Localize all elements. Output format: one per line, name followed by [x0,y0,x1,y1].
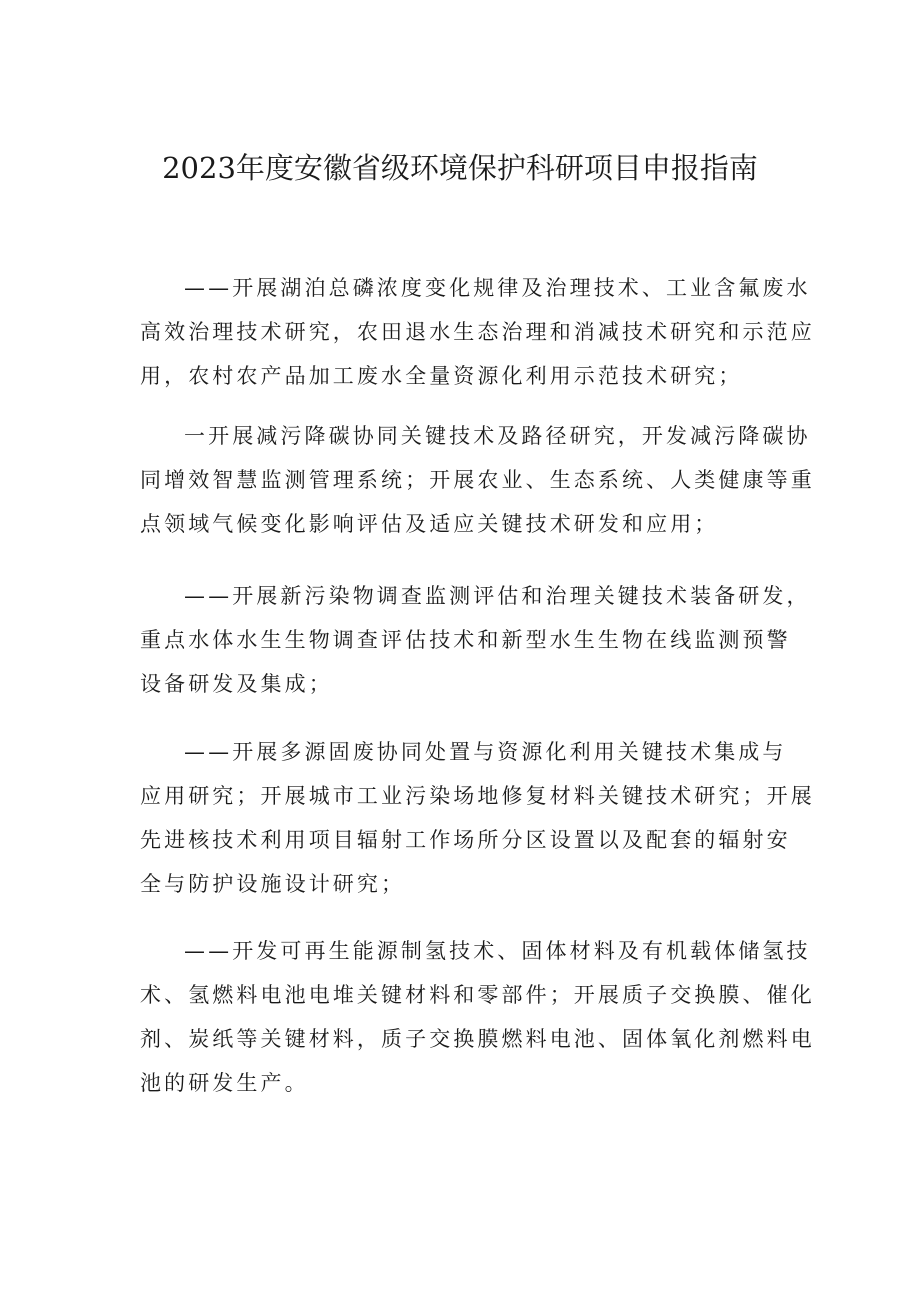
paragraph-line: 同增效智慧监测管理系统；开展农业、生态系统、人类健康等重 [140,468,815,492]
paragraph-line: 点领域气候变化影响评估及适应关键技术研发和应用； [140,512,719,536]
paragraph-line: ——开展湖泊总磷浓度变化规律及治理技术、工业含氟废水 [184,276,811,300]
paragraph-line: ——开展多源固废协同处置与资源化利用关键技术集成与 [184,740,787,764]
paragraph-line: ——开展新污染物调查监测评估和治理关键技术装备研发， [184,584,811,608]
paragraph-line: 剂、炭纸等关键材料，质子交换膜燃料电池、固体氧化剂燃料电 [140,1027,815,1051]
paragraph-line: 先进核技术利用项目辐射工作场所分区设置以及配套的辐射安 [140,828,791,852]
paragraph-line: 用，农村农产品加工废水全量资源化利用示范技术研究； [140,364,743,388]
paragraph-line: 术、氢燃料电池电堆关键材料和零部件；开展质子交换膜、催化 [140,983,815,1007]
paragraph-hydrogen-energy [140,929,815,1105]
paragraph-line: ——开发可再生能源制氢技术、固体材料及有机载体储氢技 [184,939,811,963]
paragraph-line: 高效治理技术研究，农田退水生态治理和消减技术研究和示范应 [140,320,815,344]
document-title: 2023年度安徽省级环境保护科研项目申报指南 [162,151,758,185]
paragraph-lake-phosphorus-and-wastewater [140,266,815,398]
paragraph-line: 一开展减污降碳协同关键技术及路径研究，开发减污降碳协 [184,424,811,448]
paragraph-line: 重点水体水生生物调查评估技术和新型水生生物在线监测预警 [140,628,791,652]
paragraph-pollution-carbon-reduction [140,414,815,546]
paragraph-line: 应用研究；开展城市工业污染场地修复材料关键技术研究；开展 [140,784,815,808]
paragraph-line: 全与防护设施设计研究； [140,872,406,896]
paragraph-line: 池的研发生产。 [140,1071,309,1095]
paragraph-line: 设备研发及集成； [140,672,333,696]
paragraph-solid-waste-and-nuclear [140,730,815,906]
paragraph-new-pollutants [140,574,811,706]
